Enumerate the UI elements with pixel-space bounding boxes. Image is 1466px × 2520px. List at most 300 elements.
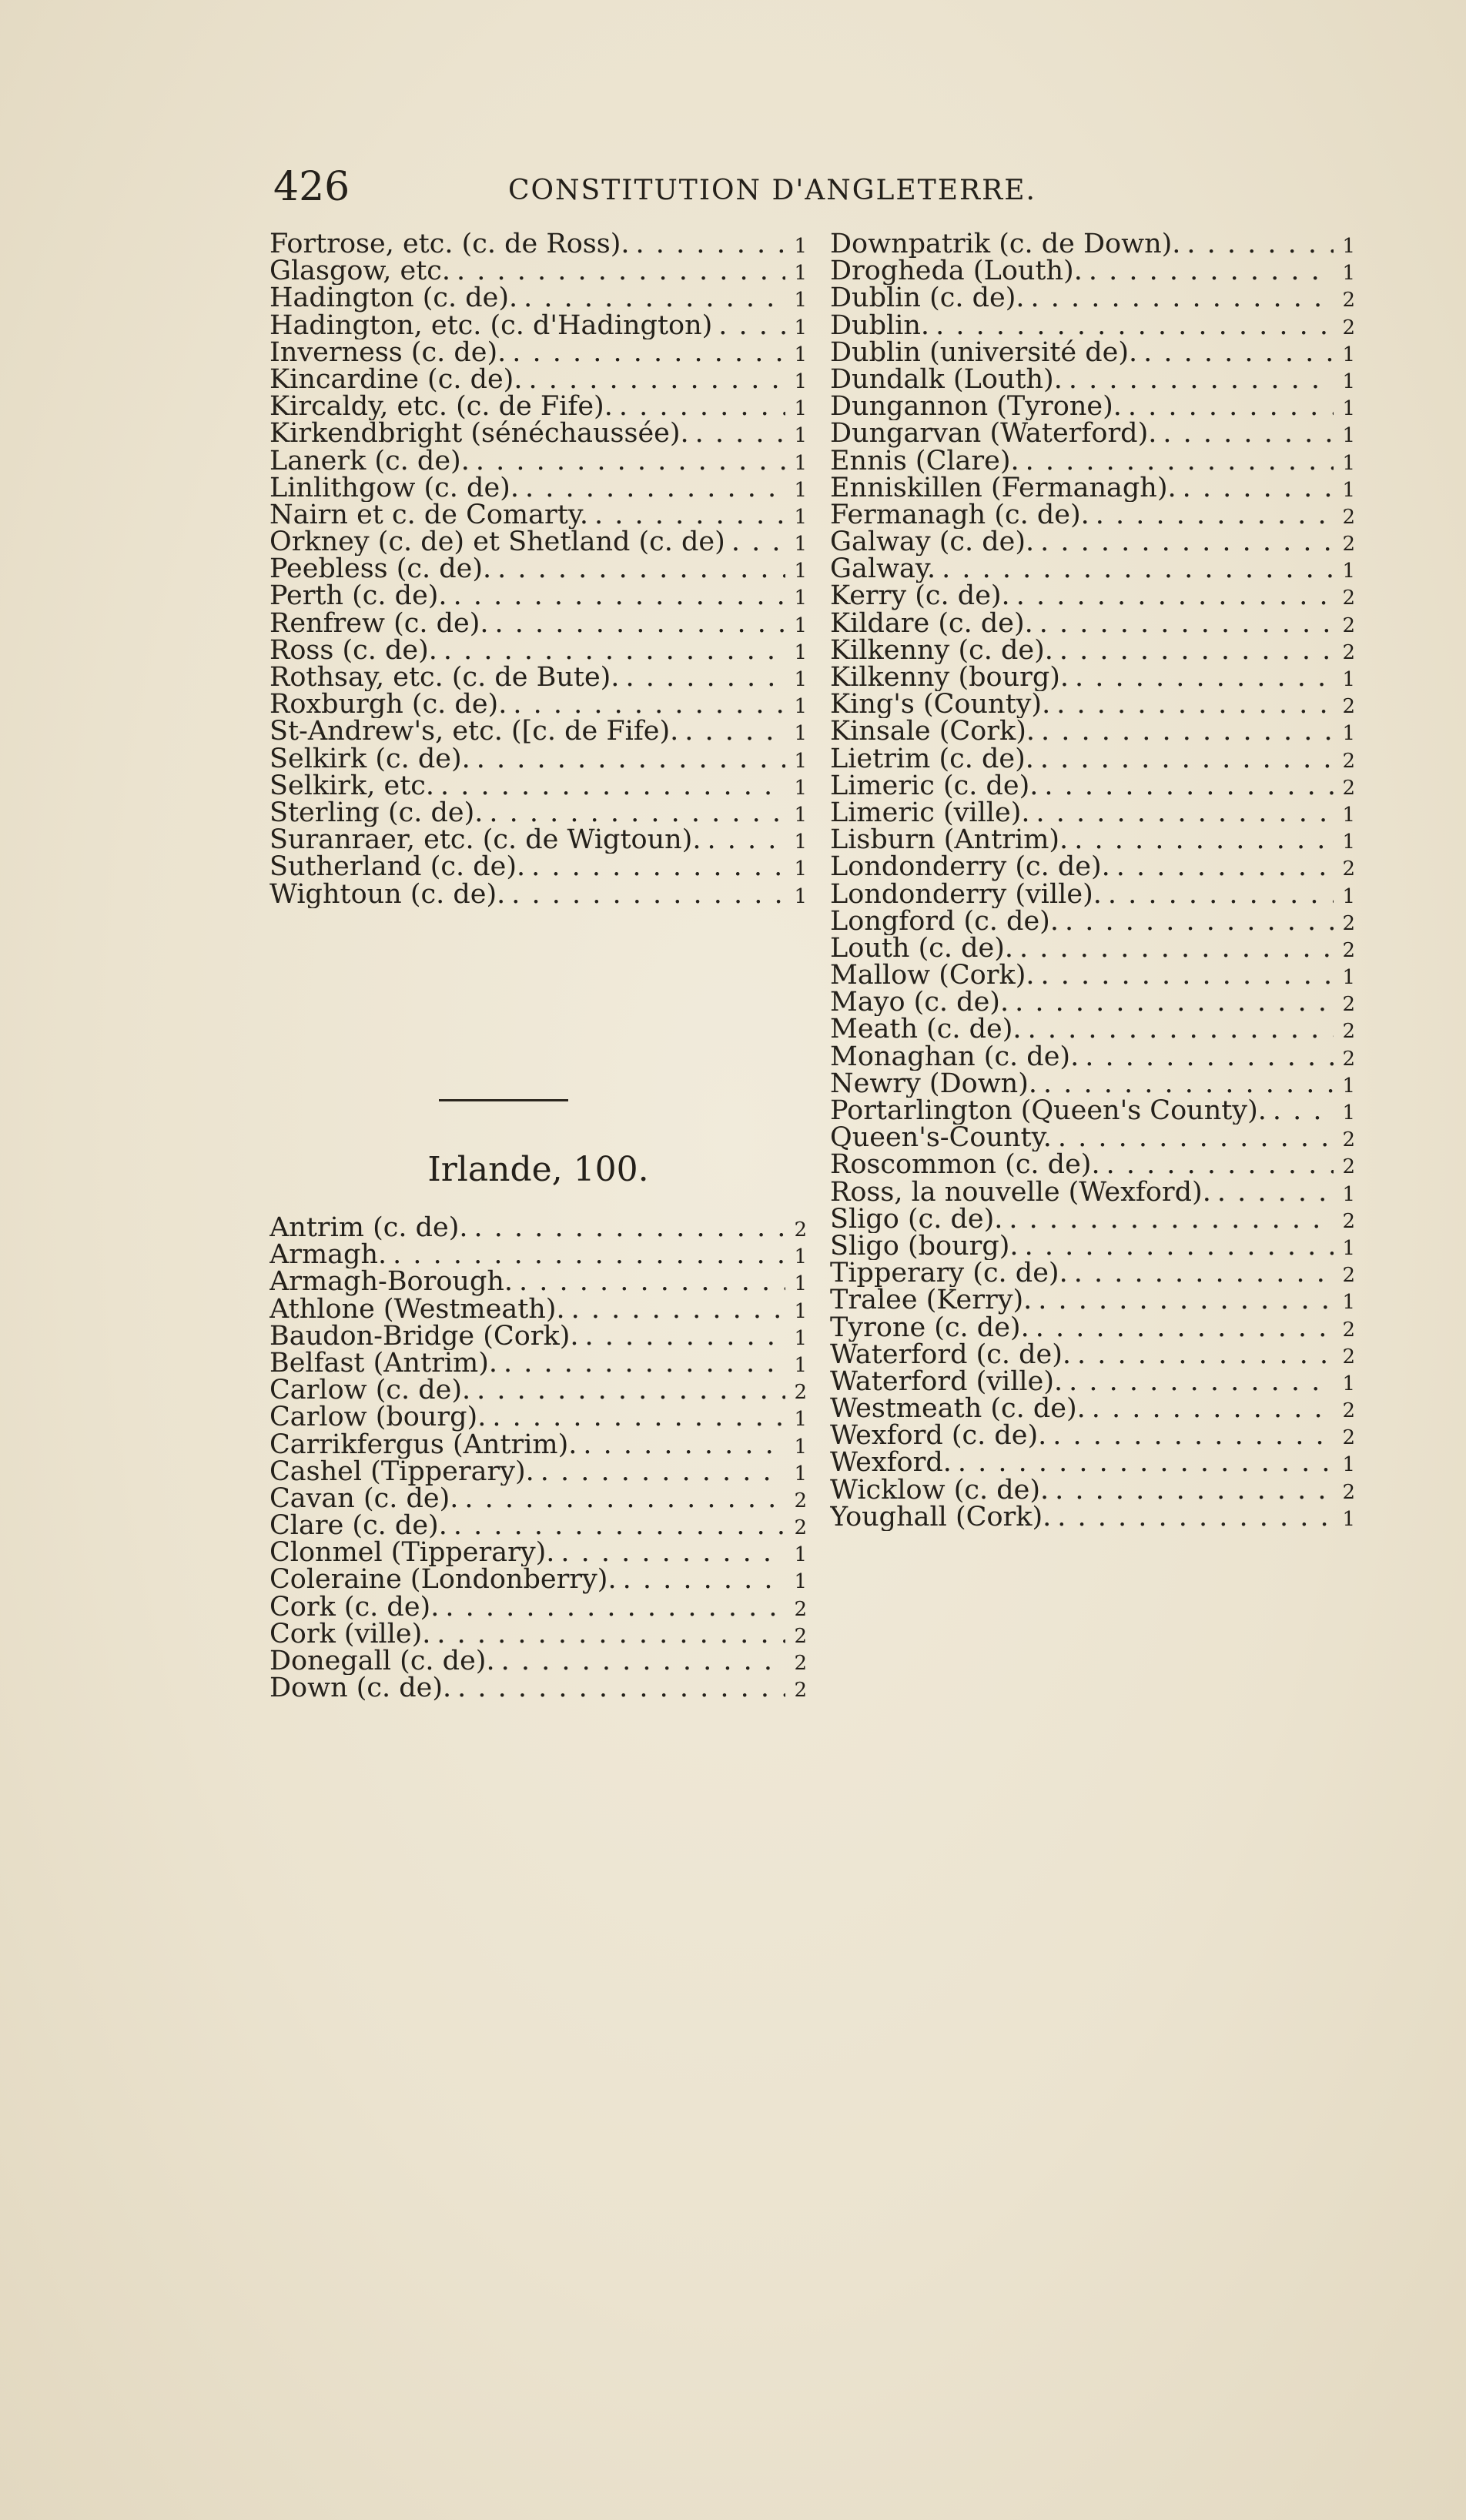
constituency-entry [269, 1648, 807, 1675]
constituency-name: Renfrew (c. de). [269, 610, 489, 637]
dot-leader [1217, 1179, 1334, 1206]
dot-leader [1036, 1315, 1334, 1342]
constituency-name: Tipperary (c. de). [830, 1260, 1068, 1288]
member-count: 2 [1342, 640, 1355, 664]
constituency-entry [830, 1151, 1355, 1178]
constituency-name: Londonderry (c. de). [830, 854, 1110, 881]
constituency-name: Wexford (c. de). [830, 1422, 1047, 1450]
constituency-name: Galway (c. de). [830, 529, 1035, 556]
constituency-name: Carlow (bourg). [269, 1404, 487, 1432]
member-count: 1 [794, 857, 807, 881]
constituency-name: Dundalk (Louth). [830, 366, 1063, 394]
member-count: 1 [794, 776, 807, 800]
constituency-name: Glasgow, etc. [269, 258, 451, 286]
constituency-name: Limeric (ville). [830, 799, 1030, 827]
dot-leader [1106, 1151, 1334, 1178]
constituency-entry [830, 1044, 1355, 1071]
member-count: 1 [794, 505, 807, 529]
dot-leader [495, 610, 786, 637]
constituency-name: Belfast (Antrim). [269, 1349, 498, 1378]
dot-leader [528, 366, 785, 393]
constituency-name: Dublin. [830, 312, 930, 339]
dot-leader [695, 420, 785, 447]
constituency-entry [269, 1323, 807, 1350]
constituency-entry [830, 339, 1355, 366]
constituency-name: Drogheda (Louth). [830, 258, 1083, 286]
dot-leader [1039, 610, 1334, 637]
dot-leader [1057, 1504, 1334, 1531]
dot-leader [718, 312, 785, 339]
constituency-name: Lisburn (Antrim). [830, 827, 1069, 854]
constituency-entry [830, 1422, 1355, 1449]
constituency-entry [269, 1594, 807, 1621]
member-count: 1 [1342, 1291, 1355, 1315]
constituency-entry [269, 1432, 807, 1459]
dot-leader [1116, 854, 1334, 881]
constituency-name: Dungarvan (Waterford). [830, 420, 1157, 448]
member-count: 1 [794, 1462, 807, 1486]
member-count: 2 [1342, 911, 1355, 935]
dot-leader [635, 231, 785, 258]
member-count: 1 [794, 289, 807, 312]
dot-leader [513, 691, 785, 718]
dot-leader [497, 556, 785, 583]
constituency-name: Armagh-Borough. [269, 1268, 514, 1296]
dot-leader [476, 448, 785, 475]
constituency-name: Waterford (c. de). [830, 1341, 1072, 1369]
constituency-name: Coleraine (Londonberry). [269, 1566, 617, 1594]
dot-leader [457, 1675, 785, 1702]
constituency-entry [269, 773, 807, 800]
member-count: 2 [794, 1381, 807, 1405]
constituency-name: Orkney (c. de) et Shetland (c. de) [269, 529, 725, 556]
dot-leader [684, 718, 785, 745]
constituency-name: Clonmel (Tipperary). [269, 1539, 555, 1567]
dot-leader [594, 502, 785, 529]
dot-leader [501, 1648, 785, 1675]
member-count: 2 [1342, 316, 1355, 339]
constituency-name: Lietrim (c. de). [830, 745, 1034, 773]
constituency-name: Waterford (ville). [830, 1368, 1063, 1396]
dot-leader [942, 556, 1334, 583]
constituency-entry [269, 827, 807, 854]
member-count: 2 [1342, 1480, 1355, 1504]
constituency-name: Kilkenny (c. de). [830, 637, 1053, 664]
constituency-entry [269, 881, 807, 908]
dot-leader [519, 1268, 785, 1295]
constituency-entry [269, 231, 807, 258]
member-count: 2 [1342, 857, 1355, 881]
dot-leader [1058, 1125, 1334, 1151]
constituency-entry [269, 1621, 807, 1648]
constituency-name: Antrim (c. de). [269, 1215, 468, 1242]
constituency-name: Kildare (c. de). [830, 610, 1033, 637]
constituency-name: Galway. [830, 556, 936, 583]
member-count: 2 [1342, 289, 1355, 312]
constituency-name: Sligo (c. de). [830, 1205, 1003, 1233]
constituency-entry [830, 1449, 1355, 1476]
page-header [273, 160, 1120, 214]
constituency-entry [269, 1350, 807, 1377]
constituency-entry [830, 881, 1355, 908]
constituency-name: Mayo (c. de). [830, 989, 1009, 1017]
member-count: 1 [794, 560, 807, 583]
member-count: 2 [1342, 587, 1355, 610]
dot-leader [623, 1566, 785, 1593]
dot-leader [393, 1242, 785, 1268]
member-count: 1 [1342, 722, 1355, 746]
dot-leader [1056, 691, 1334, 718]
member-count: 2 [1342, 533, 1355, 556]
member-count: 1 [794, 668, 807, 691]
member-count: 1 [794, 316, 807, 339]
member-count: 1 [794, 1245, 807, 1269]
constituency-name: Rothsay, etc. (c. de Bute). [269, 664, 620, 692]
constituency-entry [830, 827, 1355, 854]
dot-leader [958, 1449, 1334, 1476]
member-count: 1 [1342, 884, 1355, 908]
member-count: 2 [1342, 1155, 1355, 1179]
member-count: 1 [794, 451, 807, 475]
constituency-name: Limeric (c. de). [830, 772, 1039, 800]
constituency-name: Mallow (Cork). [830, 962, 1035, 990]
constituency-entry [269, 664, 807, 691]
constituency-entry [830, 1395, 1355, 1422]
constituency-entry [269, 1215, 807, 1242]
constituency-name: Suranraer, etc. (c. de Wigtoun). [269, 827, 701, 854]
constituency-entry [830, 610, 1355, 637]
dot-leader [1187, 231, 1334, 258]
dot-leader [1040, 529, 1334, 556]
dot-leader [1043, 1071, 1334, 1098]
constituency-entry [269, 1486, 807, 1512]
constituency-entry [830, 556, 1355, 583]
constituency-name: Dublin (université de). [830, 339, 1138, 366]
dot-leader [443, 637, 785, 664]
constituency-entry [830, 908, 1355, 935]
dot-leader [524, 285, 785, 312]
member-count: 1 [794, 343, 807, 366]
member-count: 2 [1342, 695, 1355, 719]
constituency-entry [269, 312, 807, 339]
constituency-entry [830, 529, 1355, 556]
constituency-name: Tyrone (c. de). [830, 1314, 1029, 1342]
constituency-name: Donegall (c. de). [269, 1648, 495, 1676]
constituency-entry [830, 393, 1355, 420]
member-count: 1 [1342, 966, 1355, 990]
constituency-name: Cork (c. de). [269, 1593, 440, 1621]
constituency-name: Ross, la nouvelle (Wexford). [830, 1178, 1211, 1206]
constituency-name: Wicklow (c. de). [830, 1476, 1049, 1504]
member-count: 1 [794, 424, 807, 448]
constituency-name: Perth (c. de). [269, 583, 447, 610]
constituency-name: Selkirk (c. de). [269, 745, 470, 773]
constituency-name: Roscommon (c. de). [830, 1151, 1100, 1179]
dot-leader [707, 827, 785, 854]
dot-leader [1053, 1422, 1334, 1449]
ireland-section-heading: Irlande, 100. [427, 1150, 649, 1189]
member-count: 1 [1342, 668, 1355, 691]
dot-leader [1019, 935, 1334, 962]
constituency-entry [830, 854, 1355, 881]
constituency-name: Armagh. [269, 1242, 387, 1269]
member-count: 1 [794, 262, 807, 286]
dot-leader [474, 1215, 785, 1242]
constituency-name: Kinsale (Cork). [830, 718, 1035, 746]
constituency-entry [269, 1675, 807, 1702]
member-count: 2 [794, 1624, 807, 1648]
member-count: 1 [1342, 1372, 1355, 1395]
constituency-entry [830, 475, 1355, 502]
member-count: 1 [1342, 424, 1355, 448]
constituency-name: Clare (c. de). [269, 1512, 447, 1540]
dot-leader [489, 800, 785, 827]
member-count: 1 [1342, 451, 1355, 475]
constituency-name: Roxburgh (c. de). [269, 691, 507, 719]
constituency-name: Ross (c. de). [269, 637, 437, 664]
constituency-name: Carlow (c. de). [269, 1377, 471, 1405]
constituency-name: Fortrose, etc. (c. de Ross). [269, 231, 630, 259]
dot-leader [504, 1350, 785, 1377]
constituency-entry [830, 1477, 1355, 1504]
constituency-name: Longford (c. de). [830, 907, 1059, 935]
dot-leader [1055, 1477, 1334, 1504]
constituency-entry [269, 502, 807, 529]
constituency-entry [269, 800, 807, 827]
constituency-entry [269, 691, 807, 718]
constituency-entry [830, 420, 1355, 447]
member-count: 2 [794, 1218, 807, 1242]
constituency-entry [830, 583, 1355, 610]
dot-leader [1009, 1206, 1334, 1233]
dot-leader [1075, 664, 1334, 691]
constituency-entry [830, 691, 1355, 718]
scotland-constituency-list [269, 231, 807, 908]
member-count: 2 [1342, 1318, 1355, 1342]
constituency-name: Cork (ville). [269, 1620, 431, 1648]
member-count: 2 [1342, 1399, 1355, 1423]
constituency-entry [269, 556, 807, 583]
constituency-name: Linlithgow (c. de). [269, 474, 519, 502]
member-count: 1 [794, 1408, 807, 1432]
dot-leader [512, 339, 785, 366]
member-count: 1 [794, 722, 807, 746]
constituency-entry [269, 1539, 807, 1566]
member-count: 1 [794, 749, 807, 773]
member-count: 1 [794, 397, 807, 421]
constituency-entry [830, 664, 1355, 691]
member-count: 2 [1342, 1264, 1355, 1288]
constituency-entry [269, 448, 807, 475]
constituency-entry [830, 1315, 1355, 1342]
member-count: 2 [1342, 1345, 1355, 1369]
constituency-name: Cashel (Tipperary). [269, 1458, 534, 1486]
dot-leader [1074, 1260, 1334, 1287]
dot-leader [454, 1512, 785, 1539]
dot-leader [1041, 718, 1334, 745]
constituency-entry [830, 1342, 1355, 1369]
dot-leader [731, 529, 785, 556]
constituency-entry [830, 502, 1355, 529]
constituency-entry [269, 1296, 807, 1323]
dot-leader [561, 1539, 785, 1566]
dot-leader [1015, 989, 1334, 1016]
constituency-entry [269, 1566, 807, 1593]
dot-leader [1040, 962, 1334, 989]
member-count: 1 [1342, 831, 1355, 854]
dot-leader [477, 746, 785, 773]
dot-leader [1077, 1342, 1334, 1369]
constituency-name: Kilkenny (bourg). [830, 664, 1069, 692]
constituency-entry [269, 1459, 807, 1486]
constituency-entry [269, 1268, 807, 1295]
dot-leader [1183, 475, 1334, 502]
constituency-entry [830, 935, 1355, 962]
member-count: 1 [794, 1326, 807, 1350]
member-count: 1 [1342, 1507, 1355, 1531]
member-count: 2 [1342, 1020, 1355, 1044]
constituency-name: Sterling (c. de). [269, 799, 484, 827]
constituency-entry [269, 718, 807, 745]
constituency-entry [830, 1098, 1355, 1125]
member-count: 2 [794, 1597, 807, 1621]
dot-leader [1092, 1395, 1334, 1422]
constituency-name: Fermanagh (c. de). [830, 501, 1089, 530]
constituency-entry [269, 1404, 807, 1431]
member-count: 1 [794, 1435, 807, 1459]
constituency-entry [830, 637, 1355, 664]
dot-leader [464, 1486, 785, 1512]
constituency-name: Ennis (Clare). [830, 447, 1019, 475]
member-count: 1 [1342, 560, 1355, 583]
member-count: 1 [794, 369, 807, 393]
member-count: 1 [794, 803, 807, 827]
constituency-entry [269, 285, 807, 312]
constituency-entry [830, 1233, 1355, 1260]
member-count: 1 [794, 235, 807, 258]
constituency-name: Baudon-Bridge (Cork). [269, 1322, 579, 1350]
constituency-name: Youghall (Cork). [830, 1503, 1052, 1531]
member-count: 1 [1342, 235, 1355, 258]
dot-leader [1163, 420, 1334, 447]
constituency-entry [269, 366, 807, 393]
constituency-name: Inverness (c. de). [269, 339, 507, 366]
dot-leader [625, 664, 785, 691]
dot-leader [531, 854, 785, 881]
constituency-name: Portarlington (Queen's County). [830, 1098, 1267, 1125]
member-count: 1 [794, 640, 807, 664]
dot-leader [511, 881, 785, 908]
running-title: CONSTITUTION D'ANGLETERRE. [508, 175, 1036, 206]
constituency-name: Nairn et c. de Comarty. [269, 501, 589, 530]
member-count: 1 [1342, 1236, 1355, 1260]
constituency-entry [830, 1206, 1355, 1233]
constituency-entry [830, 258, 1355, 285]
constituency-name: Lanerk (c. de). [269, 447, 470, 475]
constituency-entry [830, 366, 1355, 393]
constituency-entry [269, 746, 807, 773]
member-count: 2 [794, 1516, 807, 1540]
constituency-name: Dublin (c. de). [830, 285, 1025, 312]
member-count: 1 [794, 884, 807, 908]
dot-leader [1273, 1098, 1334, 1125]
constituency-entry [269, 339, 807, 366]
dot-leader [457, 258, 785, 285]
constituency-name: Sutherland (c. de). [269, 854, 526, 881]
dot-leader [571, 1296, 785, 1323]
member-count: 1 [794, 695, 807, 719]
dot-leader [1065, 908, 1334, 935]
constituency-entry [830, 1016, 1355, 1043]
dot-leader [1016, 583, 1334, 610]
constituency-entry [830, 1071, 1355, 1098]
dot-leader [437, 1621, 785, 1648]
constituency-name: Down (c. de). [269, 1675, 452, 1703]
dot-leader [492, 1404, 785, 1431]
member-count: 2 [1342, 776, 1355, 800]
constituency-name: Sligo (bourg). [830, 1232, 1019, 1261]
constituency-name: Dungannon (Tyrone). [830, 393, 1122, 421]
member-count: 2 [794, 1489, 807, 1512]
dot-leader [1074, 827, 1334, 854]
constituency-entry [269, 258, 807, 285]
constituency-name: Carrikfergus (Antrim). [269, 1431, 577, 1459]
constituency-name: Louth (c. de). [830, 934, 1013, 963]
constituency-entry [269, 420, 807, 447]
constituency-entry [269, 1512, 807, 1539]
constituency-entry [269, 475, 807, 502]
dot-leader [583, 1432, 785, 1459]
constituency-entry [269, 1377, 807, 1404]
constituency-name: Monaghan (c. de). [830, 1043, 1079, 1071]
constituency-entry [830, 1504, 1355, 1531]
dot-leader [454, 583, 785, 610]
constituency-entry [830, 1179, 1355, 1206]
constituency-entry [269, 1242, 807, 1268]
constituency-entry [269, 529, 807, 556]
constituency-name: Wexford. [830, 1449, 952, 1477]
member-count: 1 [1342, 369, 1355, 393]
constituency-entry [830, 312, 1355, 339]
constituency-name: Kincardine (c. de). [269, 366, 523, 394]
constituency-entry [830, 231, 1355, 258]
constituency-name: Downpatrik (c. de Down). [830, 231, 1181, 259]
constituency-name: Londonderry (ville). [830, 881, 1102, 908]
member-count: 1 [794, 478, 807, 502]
constituency-entry [830, 1369, 1355, 1395]
member-count: 1 [794, 1543, 807, 1567]
member-count: 1 [1342, 478, 1355, 502]
constituency-entry [830, 746, 1355, 773]
member-count: 1 [794, 533, 807, 556]
member-count: 1 [794, 613, 807, 637]
member-count: 1 [1342, 343, 1355, 366]
constituency-name: Cavan (c. de). [269, 1485, 459, 1513]
dot-leader [1085, 1044, 1334, 1071]
dot-leader [1036, 800, 1334, 827]
dot-leader [477, 1377, 785, 1404]
constituency-entry [830, 448, 1355, 475]
member-count: 2 [1342, 505, 1355, 529]
member-count: 2 [1342, 1047, 1355, 1071]
dot-leader [445, 1594, 785, 1621]
constituency-entry [269, 637, 807, 664]
dot-leader [1069, 1369, 1334, 1395]
dot-leader [935, 312, 1334, 339]
dot-leader [1040, 746, 1334, 773]
dot-leader [1128, 393, 1334, 420]
constituency-name: Selkirk, etc. [269, 772, 434, 800]
